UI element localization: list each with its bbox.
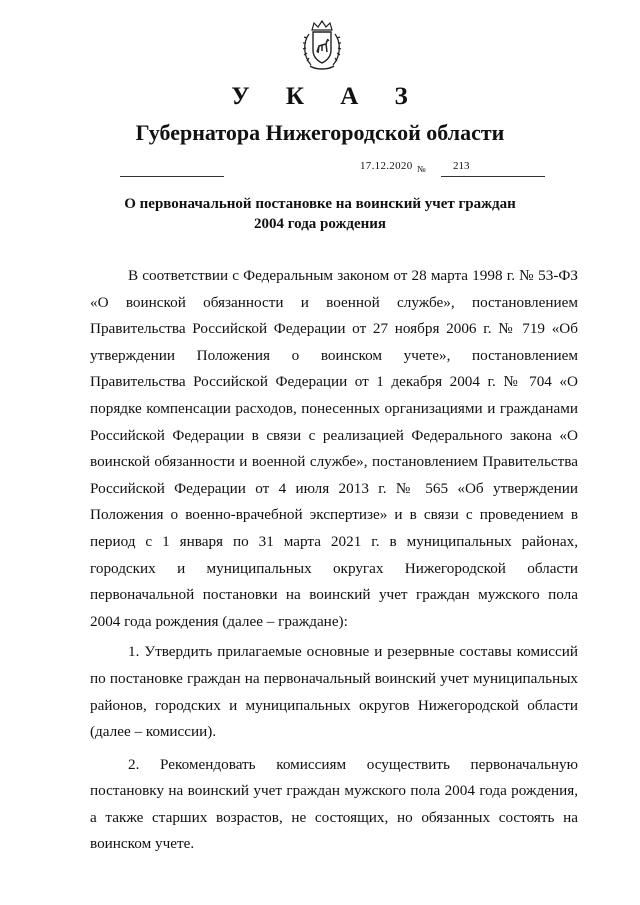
item-1-paragraph: 1. Утвердить прилагаемые основные и резервные составы комиссий по постановке граждан на первоначальный воинский учет муниципальных районов, городских и муниципальных округов Нижегородской области (далее – комиссии). xyxy=(90,643,578,741)
date-underline xyxy=(120,176,224,177)
preamble-paragraph: В соответствии с Федеральным законом от 28 марта 1998 г. № 53-ФЗ «О воинской обязанности и военной службе», постановлением Правительства Российской Федерации от 27 ноября 2006 г. № 719 «Об утверждении Положения о воинском учете», постановлением Правительства Российской Федерации от 1 декабря 2004 г. № 704 «О порядке компенсации расходов, понесенных организациями и гражданами Российской Федерации в связи с реализацией Федерального закона «О воинской обязанности и военной службе», постановлением Правительства Российской Федерации от 4 июля 2013 г. № 565 «Об утверждении Положения о военно-врачебной экспертизе» и в связи с проведением в период с 1 января по 31 марта 2021 г. в муниципальных районах, городских и муниципальных округах Нижегородской области первоначальной постановки на воинский учет граждан мужского пола 2004 года рождения (далее – граждане): xyxy=(90,267,578,630)
decree-title: У К А З xyxy=(231,83,423,110)
coat-of-arms-icon xyxy=(300,20,344,72)
decree-meta xyxy=(0,158,640,182)
decree-number: 213 xyxy=(453,160,470,172)
decree-subject xyxy=(110,194,530,234)
subject-line-2: 2004 года рождения xyxy=(253,216,387,232)
decree-issuer: Губернатора Нижегородской области xyxy=(135,120,505,145)
number-label: № xyxy=(417,164,426,174)
subject-line-1: О первоначальной постановке на воинский учет граждан xyxy=(124,196,516,212)
decree-date: 17.12.2020 xyxy=(360,160,413,172)
number-underline xyxy=(441,176,545,177)
decree-body xyxy=(90,263,578,858)
item-2-paragraph: 2. Рекомендовать комиссиям осуществить первоначальную постановку на воинский учет граждан мужского пола 2004 года рождения, а также старших возрастов, не состоящих, но обязанных состоять на воинском учете. xyxy=(90,755,578,853)
